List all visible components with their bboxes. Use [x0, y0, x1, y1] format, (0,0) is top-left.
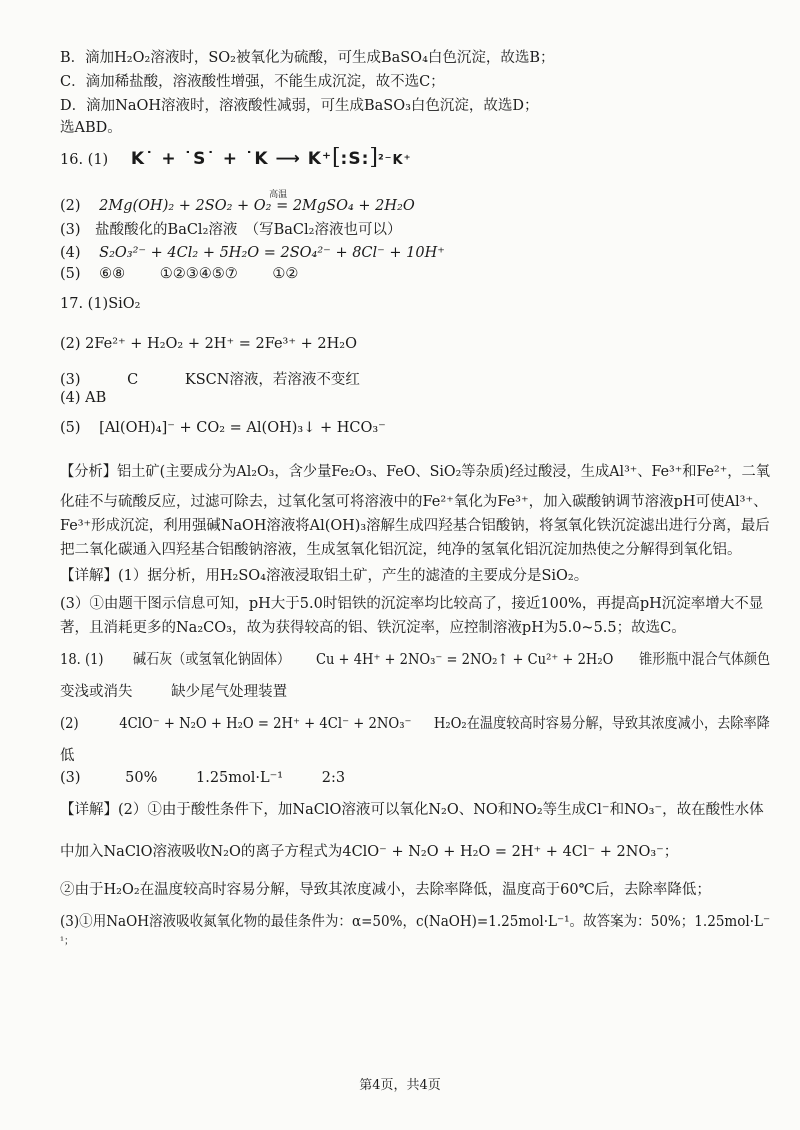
- q16-2-label: (2): [60, 198, 81, 214]
- analysis-line-2: 化硅不与硫酸反应，过滤可除去，过氧化氢可将溶液中的Fe²⁺氧化为Fe³⁺，加入碳酸钠调节溶液pH可使Al³⁺、: [60, 494, 768, 510]
- q17-5-label: (5): [60, 420, 81, 436]
- reaction-condition: 高温: [269, 190, 288, 200]
- detail18-line-5: ¹；: [60, 936, 75, 947]
- q17-3-answer-b: KSCN溶液，若溶液不变红: [184, 372, 360, 388]
- analysis-line-1: 【分析】铝土矿(主要成分为Al₂O₃，含少量Fe₂O₃、FeO、SiO₂等杂质)经过酸浸，生成Al³⁺、Fe³⁺和Fe²⁺，二氧: [60, 464, 771, 480]
- option-b-text: B．滴加H₂O₂溶液时，SO₂被氧化为硫酸，可生成BaSO₄白色沉淀，故选B；: [60, 50, 555, 66]
- q17-3-answer-a: C: [127, 372, 139, 388]
- q18-3-label: (3): [60, 770, 81, 786]
- answer-selection: 选ABD。: [60, 120, 122, 136]
- q16-5-label: (5): [60, 266, 81, 282]
- q17-3-label: (3): [60, 372, 81, 388]
- q18-3-answer-c: 2:3: [321, 770, 346, 786]
- q17-part4: (4) AB: [60, 390, 107, 406]
- q16-part3: (3) 盐酸酸化的BaCl₂溶液 （写BaCl₂溶液也可以）: [60, 222, 402, 238]
- q16-5-answer-b: ①②③④⑤⑦: [159, 266, 238, 282]
- q17-part5: [60, 418, 386, 438]
- q18-part1-row2: [60, 682, 287, 702]
- q18-part1-row1: [60, 650, 770, 670]
- q17-part2: (2) 2Fe²⁺ + H₂O₂ + 2H⁺ = 2Fe³⁺ + 2H₂O: [60, 336, 357, 352]
- q18-2-equation: 4ClO⁻ + N₂O + H₂O = 2H⁺ + 4Cl⁻ + 2NO₃⁻: [119, 716, 412, 732]
- right-bracket: ]: [369, 145, 378, 170]
- q16-2-equation: 2Mg(OH)₂ + 2SO₂ + O₂ = 2MgSO₄ + 2H₂O 高温: [99, 198, 415, 214]
- q18-1-answer-d: 变浅或消失: [60, 684, 133, 700]
- lewis-formation-left: K˙ + ˙S˙ + ˙K ⟶ K⁺: [130, 149, 332, 169]
- lewis-sulfur: :S:: [340, 149, 370, 169]
- q16-4-equation: S₂O₃²⁻ + 4Cl₂ + 5H₂O = 2SO₄²⁻ + 8Cl⁻ + 10H⁺: [99, 245, 445, 261]
- q18-1-answer-c: 锥形瓶中混合气体颜色: [639, 652, 771, 668]
- analysis-line-3: Fe³⁺形成沉淀，利用强碱NaOH溶液将Al(OH)₃溶解生成四羟基合铝酸钠，将氢氧化铁沉淀滤出进行分离，最后: [60, 518, 770, 534]
- page-footer: 第4页，共4页: [359, 1078, 441, 1093]
- q16-part5: [60, 264, 298, 284]
- q16-4-label: (4): [60, 245, 81, 261]
- q18-1-answer-e: 缺少尾气处理装置: [171, 684, 288, 700]
- q16-part4: [60, 243, 445, 263]
- q17-5-equation: [Al(OH)₄]⁻ + CO₂ = Al(OH)₃↓ + HCO₃⁻: [99, 420, 386, 436]
- option-c-text: C．滴加稀盐酸，溶液酸性增强，不能生成沉淀，故不选C；: [60, 74, 445, 90]
- q18-1-label: 18. (1): [60, 652, 104, 668]
- detail18-line-3: ②由于H₂O₂在温度较高时容易分解，导致其浓度减小，去除率降低，温度高于60℃后，去除率降低；: [60, 882, 711, 898]
- detail18-line-1: 【详解】(2）①由于酸性条件下，加NaClO溶液可以氧化N₂O、NO和NO₂等生成Cl⁻和NO₃⁻，故在酸性水体: [60, 802, 764, 818]
- option-d-text: D．滴加NaOH溶液时，溶液酸性减弱，可生成BaSO₃白色沉淀，故选D；: [60, 98, 539, 114]
- q16-5-answer-a: ⑥⑧: [99, 266, 126, 282]
- analysis-line-4: 把二氧化碳通入四羟基合铝酸钠溶液，生成氢氧化铝沉淀，纯净的氢氧化铝沉淀加热使之分解得到氧化铝。: [60, 542, 742, 558]
- q17-part3: [60, 370, 360, 390]
- detail-line-3: 著，且消耗更多的Na₂CO₃，故为获得较高的铝、铁沉淀率，应控制溶液pH为5.0~5.5；故选C。: [60, 620, 686, 636]
- q16-part1: [60, 145, 412, 171]
- q16-part2: [60, 190, 415, 216]
- q18-1-equation: Cu + 4H⁺ + 2NO₃⁻ = 2NO₂↑ + Cu²⁺ + 2H₂O: [315, 652, 614, 668]
- detail-line-1: 【详解】(1）据分析，用H₂SO₄溶液浸取铝土矿，产生的滤渣的主要成分是SiO₂。: [60, 568, 589, 584]
- detail-line-2: (3）①由题干图示信息可知，pH大于5.0时铝铁的沉淀率均比较高了，接近100%，再提高pH沉淀率增大不显: [60, 596, 764, 612]
- q17-part1: 17. (1)SiO₂: [60, 296, 141, 312]
- q18-1-answer-a: 碱石灰（或氢氧化钠固体）: [132, 652, 291, 668]
- q18-part3: [60, 768, 345, 788]
- left-bracket: [: [331, 145, 341, 170]
- q16-5-answer-c: ①②: [272, 266, 299, 282]
- lewis-formation-right: ²⁻K⁺: [377, 153, 412, 168]
- q18-2-label: (2): [60, 716, 79, 732]
- q16-label: 16. (1): [60, 152, 109, 168]
- q18-3-answer-a: 50%: [125, 770, 158, 786]
- q18-2-answer-c: 低: [60, 748, 75, 764]
- detail18-line-4: (3)①用NaOH溶液吸收氮氧化物的最佳条件为：α=50%，c(NaOH)=1.25mol·L⁻¹。故答案为：50%；1.25mol·L⁻: [60, 914, 771, 930]
- q18-2-answer-b: H₂O₂在温度较高时容易分解，导致其浓度减小，去除率降: [433, 716, 770, 732]
- detail18-line-2: 中加入NaClO溶液吸收N₂O的离子方程式为4ClO⁻ + N₂O + H₂O = 2H⁺ + 4Cl⁻ + 2NO₃⁻；: [60, 844, 679, 860]
- q18-3-answer-b: 1.25mol·L⁻¹: [196, 770, 284, 786]
- q18-part2-row1: [60, 714, 770, 734]
